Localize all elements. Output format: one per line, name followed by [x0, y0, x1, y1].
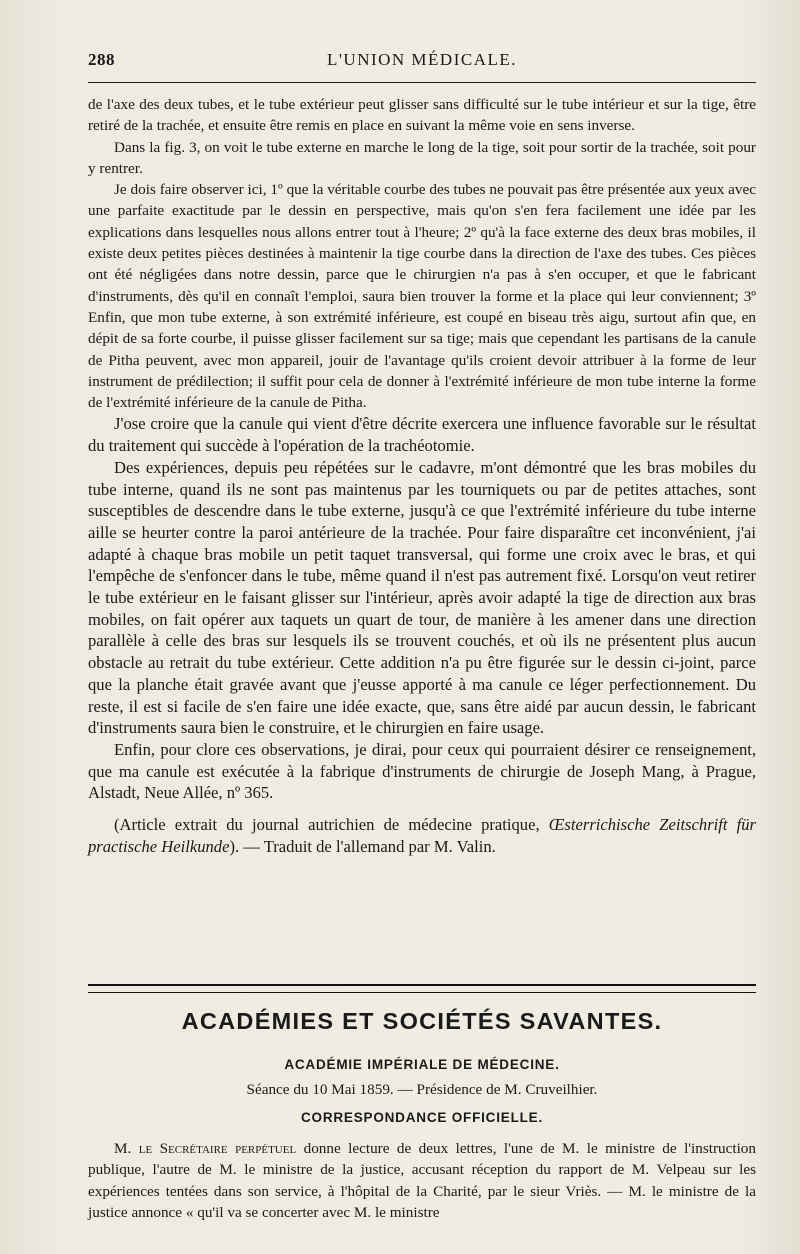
article-paragraph: de l'axe des deux tubes, et le tube extérieur peut glisser sans difficulté sur le tube intérieur et sur la tige, être retiré de la trachée, et ensuite être remis en place en suivant la même voie en sens inverse. — [88, 96, 756, 135]
secretary-lead: M. le Secrétaire perpétuel — [114, 1140, 297, 1157]
header-rule — [88, 82, 756, 83]
article-paragraph: J'ose croire que la canule qui vient d'être décrite exercera une influence favorable sur le résultat du traitement qui succède à l'opération de la trachéotomie. — [88, 414, 756, 456]
running-title: L'UNION MÉDICALE. — [326, 50, 518, 69]
credit-prefix: (Article extrait du journal autrichien de médecine pratique, — [114, 815, 549, 835]
article-credit — [88, 814, 756, 857]
correspondence-paragraph — [88, 1138, 756, 1224]
credit-suffix: ). — Traduit de l'allemand par M. Valin. — [229, 836, 496, 856]
page-header — [88, 50, 756, 76]
page-number: 288 — [88, 50, 115, 69]
journal-title: Œsterrichische Zeitschrift für practische Heilkunde — [88, 815, 757, 856]
section-divider — [88, 984, 756, 993]
article-paragraph: Enfin, pour clore ces observations, je dirai, pour ceux qui pourraient désirer ce renseignement, que ma canule est exécutée à la fabrique d'instruments de chirurgie de Joseph Mang, à Prague, Alstadt, Neue Allée, nº 365. — [88, 740, 756, 803]
correspondence-text: donne lecture de deux lettres, l'une de M. le ministre de l'instruction publique, l'autre de M. le ministre de la justice, accusant réception du rapport de M. Velpeau sur les expériences tentées dans son service, à l'hôpital de la Charité, par le sieur Vriès. — M. le ministre de la justice annonce « qu'il va se concerter avec M. le ministre — [88, 1140, 756, 1222]
article-paragraph: Je dois faire observer ici, 1º que la véritable courbe des tubes ne pouvait pas être présentée aux yeux avec une parfaite exactitude par le dessin en perspective, mais qu'on s'en fera facilement une idée par les explications dans lesquelles nous allons entrer tout à l'heure; 2º qu'à la face externe des deux bras mobiles, il existe deux petites pièces destinées à maintenir la tige courbe dans la direction de l'axe des tubes. Ces pièces ont été négligées dans notre dessin, parce que le chirurgien n'a pas à s'en occuper, et que le fabricant d'instruments, dès qu'il en connaît l'emploi, saura bien trouver la forme et la place qui leur conviennent; 3º Enfin, que mon tube externe, à son extrémité inférieure, est coupé en biseau très aigu, surtout afin que, en dépit de sa forte courbe, il puisse glisser facilement sur sa tige; mais que cependant les partisans de la canule de Pitha peuvent, avec mon appareil, jouir de l'avantage qu'ils croient devoir attribuer à la forme de leur instrument de prédilection; il suffit pour cela de donner à l'extrémité inférieure de mon tube interne la forme de l'extrémité inférieure de la canule de Pitha. — [88, 181, 756, 412]
article-paragraph: Des expériences, depuis peu répétées sur le cadavre, m'ont démontré que les bras mobiles du tube interne, quand ils ne sont pas maintenus par les tourniquets ou par de petites attaches, sont susceptibles de descendre dans le tube externe, jusqu'à ce que l'extrémité inférieure du tube interne aille se heurter contre la paroi antérieure de la trachée. Pour faire disparaître cet inconvénient, j'ai adapté à chaque bras mobile un petit taquet transversal, qui forme une croix avec le bras, et qui l'empêche de s'enfoncer dans le tube, même quand il n'est pas autrement fixé. Lorsqu'on veut retirer le tube extérieur en le faisant glisser sur l'intérieur, après avoir adapté la tige de direction aux bras mobiles, on fait opérer aux taquets un quart de tour, de manière à les amener dans une direction parallèle à celle des bras sur lesquels ils se trouvent couchés, et où ils ne présentent plus aucun obstacle au retrait du tube extérieur. Cette addition n'a pu être figurée sur le dessin ci-joint, parce que la planche était gravée avant que j'eusse apporté à ma canule ce léger perfectionnement. Du reste, il est si facile de s'en faire une idée exacte, que, sans être aidé par aucun dessin, le fabricant d'instruments saura bien le construire, et le chirurgien en faire usage. — [88, 457, 756, 738]
session-line: Séance du 10 Mai 1859. — Présidence de M. Cruveilhier. — [246, 1081, 598, 1098]
section-title: ACADÉMIES ET SOCIÉTÉS SAVANTES. — [181, 1008, 663, 1034]
correspondence-heading: CORRESPONDANCE OFFICIELLE. — [300, 1110, 544, 1125]
article-paragraph: Dans la fig. 3, on voit le tube externe en marche le long de la tige, soit pour sortir de la trachée, soit pour y rentrer. — [88, 138, 756, 177]
article-body — [88, 94, 756, 858]
academy-heading: ACADÉMIE IMPÉRIALE DE MÉDECINE. — [284, 1057, 560, 1072]
